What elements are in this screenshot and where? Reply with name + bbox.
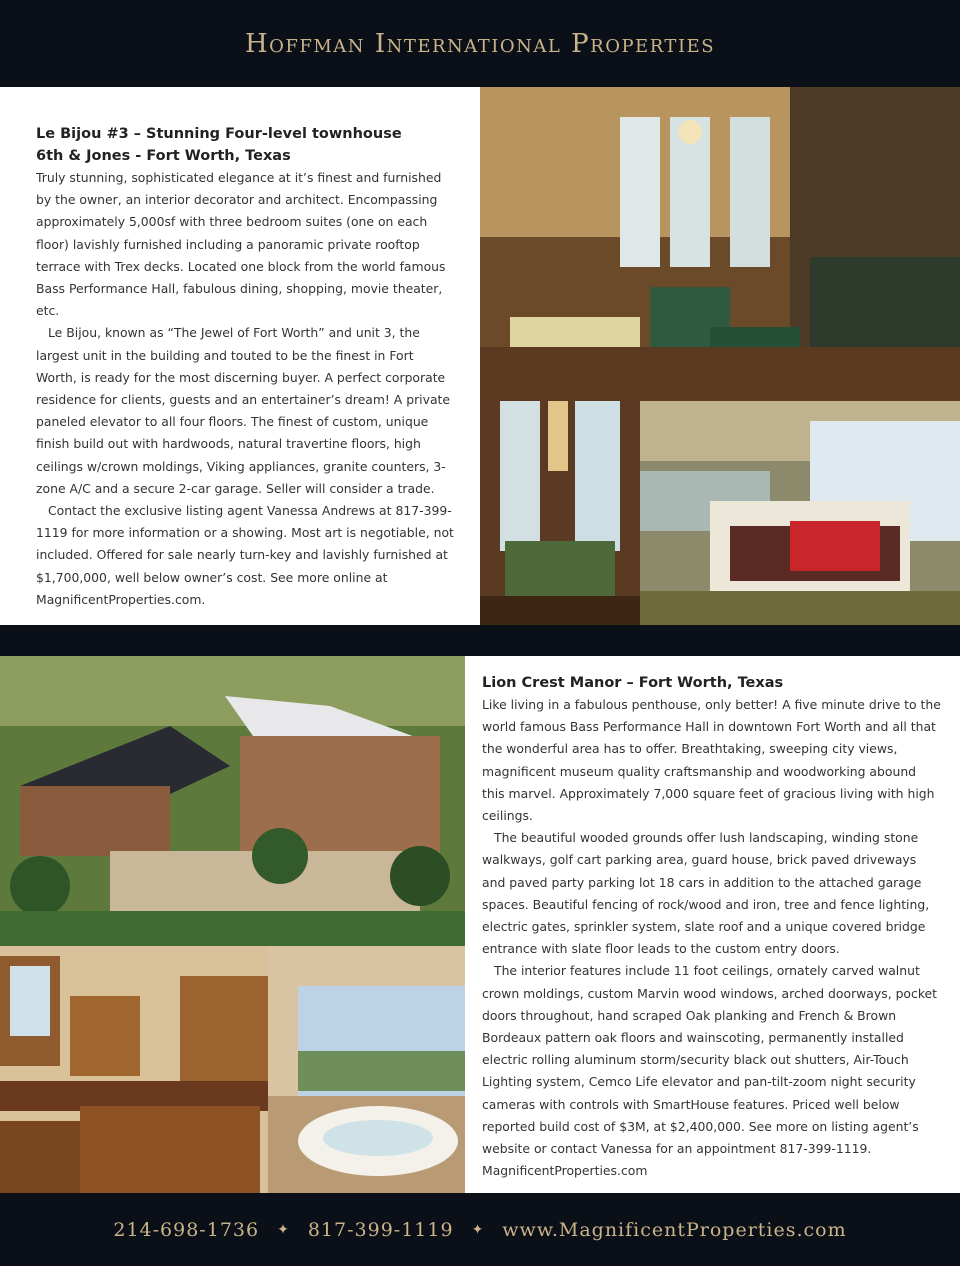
dining-room-photo [480,401,640,625]
brand-name: Hoffman International Properties [244,28,716,59]
listing-2-title: Lion Crest Manor – Fort Worth, Texas [482,675,784,691]
listing-1-title: Le Bijou #3 – Stunning Four-level townhouse [36,126,402,142]
listing-1-subtitle: 6th & Jones - Fort Worth, Texas [36,148,291,164]
bathroom-photo [268,946,465,1193]
kitchen-photo [0,946,268,1193]
website-link[interactable]: www.MagnificentProperties.com [502,1218,847,1241]
listing-1-paragraph: Le Bijou, known as “The Jewel of Fort Worth” and unit 3, the largest unit in the building and touted to be the finest in Fort Worth, is ready for the most discerning buyer. A perfect corporate residence for clients, guests and an entertainer’s dream! A private paneled elevator to all four floors. The finest of custom, unique finish build out with hardwoods, natural travertine floors, high ceilings w/crown moldings, Viking appliances, granite counters, 3-zone A/C and a secure 2-car garage. Seller will consider a trade. [36,325,451,496]
listing-2-paragraph: The beautiful wooded grounds offer lush landscaping, winding stone walkways, golf cart parking area, guard house, brick paved driveways and paved party parking lot 18 cars in addition to the attached garage spaces. Beautiful fencing of rock/wood and iron, tree and fence lighting, electric gates, sprinkler system, slate roof and a unique covered bridge entrance with slate floor leads to the custom entry doors. [482,830,930,957]
phone-2: 817-399-1119 [307,1218,454,1241]
star-separator-icon: ✦ [471,1221,485,1238]
phone-1: 214-698-1736 [113,1218,260,1241]
page-header [0,0,960,87]
listing-2-paragraph: Like living in a fabulous penthouse, only better! A five minute drive to the world famous Bass Performance Hall in downtown Fort Worth and all that the wonderful area has to offer. Breathtaking, sweeping city views, magnificent museum quality craftsmanship and woodworking abound this marvel. Approximately 7,000 square feet of gracious living with high ceilings. [482,697,941,824]
listing-1-paragraph: Truly stunning, sophisticated elegance at it’s finest and furnished by the owner, an interior decorator and architect. Encompassing approximately 5,000sf with three bedroom suites (one on each floor) lavishly furnished including a panoramic private rooftop terrace with Trex decks. Located one block from the world famous Bass Performance Hall, fabulous dining, shopping, movie theater, etc. [36,170,446,319]
estate-aerial-photo [0,656,465,946]
bedroom-photo [640,401,960,625]
listing-1-paragraph: Contact the exclusive listing agent Vanessa Andrews at 817-399-1119 for more information or a showing. Most art is negotiable, not included. Offered for sale nearly turn-key and lavishly furnished at $1,700,000, well below owner’s cost. See more online at MagnificentProperties.com. [36,503,454,607]
living-room-photo [480,87,960,401]
contact-footer [0,1193,960,1266]
listing-2-panel [465,656,960,1193]
listing-1-panel [0,87,480,625]
star-separator-icon: ✦ [277,1221,290,1238]
listing-2-paragraph: The interior features include 11 foot ceilings, ornately carved walnut crown moldings, custom Marvin wood windows, arched doorways, pocket doors throughout, hand scraped Oak planking and French & Brown Bordeaux pattern oak floors and wainscoting, permanently installed electric rolling aluminum storm/security black out shutters, Air-Touch Lighting system, Cemco Life elevator and pan-tilt-zoom night security cameras with controls with SmartHouse features. Priced well below reported build cost of $3M, at $2,400,000. See more on listing agent’s website or contact Vanessa for an appointment 817-399-1119. MagnificentProperties.com [482,963,938,1179]
